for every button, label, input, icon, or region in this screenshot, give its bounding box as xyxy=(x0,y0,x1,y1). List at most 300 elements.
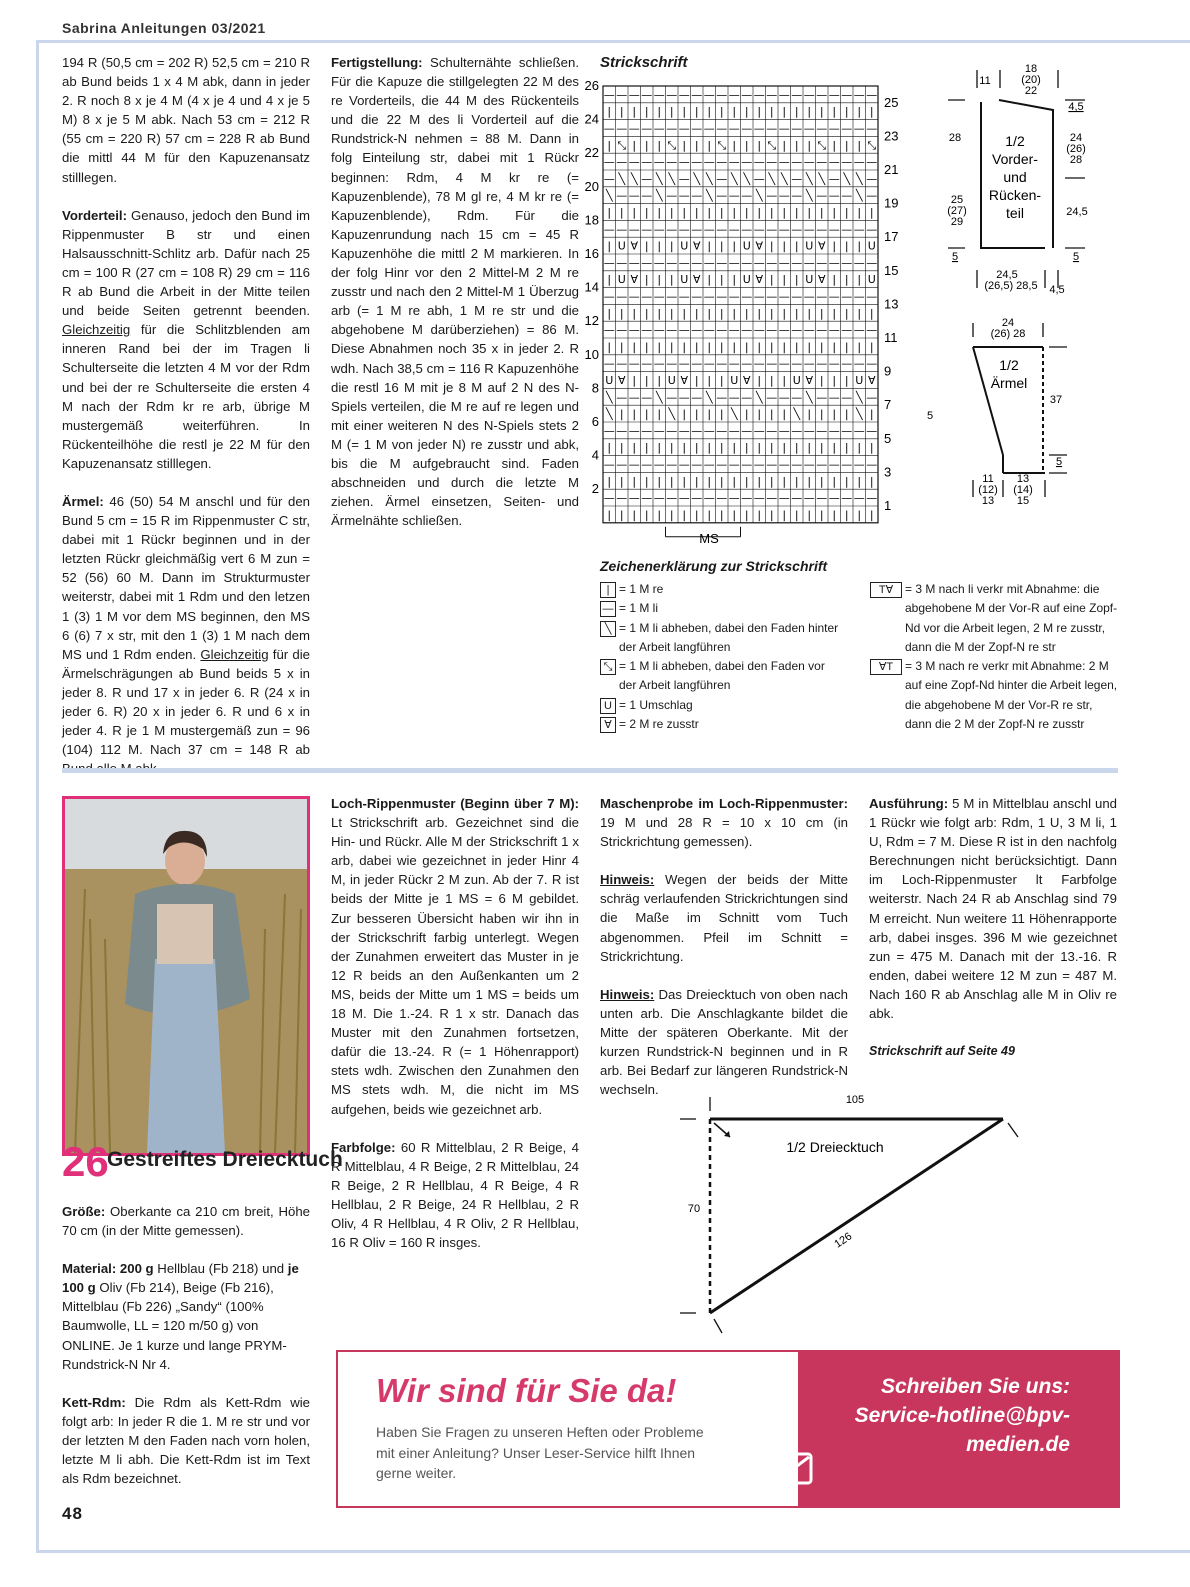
magazine-header: Sabrina Anleitungen 03/2021 xyxy=(62,20,266,36)
chart-cell: | xyxy=(844,105,849,119)
chart-cell: ╲ xyxy=(655,172,663,186)
chart-cell: | xyxy=(769,374,774,387)
chart-cell: | xyxy=(707,239,712,253)
chart-cell: | xyxy=(707,306,712,320)
chart-cell: — xyxy=(866,222,878,236)
chart-cell: — xyxy=(853,424,865,438)
dim-label: 25 xyxy=(950,194,964,206)
service-email-link[interactable]: Service-hotline@bpv- xyxy=(854,1404,1070,1427)
chart-cell: — xyxy=(853,256,865,270)
chart-cell: — xyxy=(728,122,740,135)
chart-cell: U xyxy=(680,239,689,253)
chart-cell: U xyxy=(792,374,801,387)
chart-cell: | xyxy=(644,374,649,387)
chart-cell: — xyxy=(753,172,765,186)
chart-cell: ╲ xyxy=(655,189,663,203)
chart-cell: — xyxy=(828,491,840,505)
chart-cell: | xyxy=(669,273,674,287)
chart-cell: — xyxy=(791,491,803,505)
chart-cell: — xyxy=(791,122,803,135)
chart-cell: — xyxy=(866,155,878,169)
chart-cell: — xyxy=(728,290,740,303)
dim-label: 126 xyxy=(832,1230,855,1251)
photo-illustration xyxy=(65,799,307,1153)
chart-cell: — xyxy=(741,491,753,505)
chart-cell: | xyxy=(807,105,812,119)
chart-cell: — xyxy=(728,357,740,371)
chart-cell: | xyxy=(657,407,662,421)
chart-cell: | xyxy=(657,273,662,287)
chart-cell: — xyxy=(628,122,640,135)
chart-cell: — xyxy=(841,491,853,505)
chart-cell: | xyxy=(869,105,874,119)
service-contact: Schreiben Sie uns: Service-hotline@bpv- medien.de xyxy=(854,1375,1070,1456)
dim-label: 29 xyxy=(950,216,964,228)
chart-cell: ⤡ xyxy=(667,138,677,152)
chart-cell: | xyxy=(857,441,862,455)
chart-cell: — xyxy=(653,323,665,337)
label: Vorderteil: xyxy=(62,207,127,223)
chart-cell: — xyxy=(678,458,690,471)
chart-cell: | xyxy=(769,474,774,488)
chart-cell: — xyxy=(866,290,878,303)
column-1-bottom xyxy=(62,1202,310,1507)
chart-cell: ∀ xyxy=(742,374,751,387)
chart-cell: | xyxy=(694,508,699,522)
chart-cell: — xyxy=(841,88,853,102)
chart-cell: — xyxy=(703,155,715,169)
chart-cell: | xyxy=(619,105,624,119)
chart-cell: — xyxy=(728,155,740,169)
chart-cell: — xyxy=(678,323,690,337)
chart-cell: — xyxy=(753,88,765,102)
dim-label: 22 xyxy=(1024,85,1038,97)
chart-cell: — xyxy=(866,88,878,102)
chart-cell: — xyxy=(653,155,665,169)
chart-cell: — xyxy=(691,222,703,236)
chart-cell: | xyxy=(644,306,649,320)
chart-cell: — xyxy=(841,458,853,471)
chart-cell: — xyxy=(678,357,690,371)
paragraph-farbfolge: Farbfolge: 60 R Mittelblau, 2 R Beige, 4 R Mittelblau, 4 R Beige, 2 R Mittelblau, 24 R Beige, 2 R Hellblau, 4 R Beige, 4 R Hellblau, 2 R Beige, 24 R Hellblau, 2 R Oliv, 4 R Hellblau, 4 R Oliv, 2 R Hellblau, 16 R Oliv = 160 R insges. xyxy=(331,1139,579,1251)
chart-cell: ╲ xyxy=(730,172,738,186)
chart-cell: ╲ xyxy=(618,172,626,186)
chart-cell: — xyxy=(653,491,665,505)
chart-cell: | xyxy=(644,105,649,119)
chart-cell: — xyxy=(666,357,678,371)
dim-label: 28 xyxy=(948,132,962,144)
chart-cell: — xyxy=(853,88,865,102)
chart-cell: — xyxy=(691,390,703,404)
chart-reference: Strickschrift auf Seite 49 xyxy=(869,1044,1015,1059)
chart-cell: — xyxy=(678,155,690,169)
chart-cell: — xyxy=(628,256,640,270)
chart-cell: ╲ xyxy=(705,390,713,404)
chart-cell: — xyxy=(828,323,840,337)
chart-cell: | xyxy=(732,206,737,219)
chart-cell: | xyxy=(757,441,762,455)
chart-cell: | xyxy=(644,407,649,421)
chart-cell: — xyxy=(691,122,703,135)
chart-cell: — xyxy=(666,424,678,438)
svg-text:teil: teil xyxy=(1006,205,1024,221)
chart-cell: | xyxy=(644,340,649,354)
chart-cell: — xyxy=(703,88,715,102)
row-label: 21 xyxy=(884,162,899,177)
chart-cell: | xyxy=(782,306,787,320)
dim-label: 4,5 xyxy=(1068,101,1084,113)
chart-cell: U xyxy=(605,374,614,387)
chart-cell: | xyxy=(819,306,824,320)
chart-cell: — xyxy=(716,290,728,303)
chart-cell: | xyxy=(682,306,687,320)
chart-cell: | xyxy=(794,273,799,287)
chart-cell: — xyxy=(628,155,640,169)
paragraph-ausfuehrung: Ausführung: 5 M in Mittelblau anschl und 1 Rückr wie folgt arb: Rdm, 1 U, 3 M li, 1 U, Rdm = 7 M. Diese R ist in den nachfolg Berechnungen nicht berücksichtigt. Dann im Loch-Rippenmuster lt Farbfolge weiterstr. Nach 24 R ab Anschlag sind 79 M erreicht. Nun weitere 11 Höhenrapporte arb, dabei insges. 396 M wie gezeichnet zun = 475 M. Danach mit der 13.-16. R enden, dabei weitere 12 M zun = 487 M. Nach 160 R ab Anschlag alle M in Oliv re abk. xyxy=(869,796,1118,1022)
row-label: 19 xyxy=(884,195,899,211)
chart-cell: — xyxy=(728,390,740,404)
chart-cell: — xyxy=(828,290,840,303)
chart-cell: | xyxy=(794,239,799,253)
chart-cell: — xyxy=(816,390,828,404)
chart-cell: | xyxy=(832,508,837,522)
chart-cell: | xyxy=(732,474,737,488)
chart-cell: — xyxy=(741,256,753,270)
chart-cell: — xyxy=(641,222,653,236)
chart-cell: | xyxy=(632,138,637,152)
yarn-over-symbol-icon: U xyxy=(600,698,616,714)
chart-cell: ╲ xyxy=(805,189,813,203)
chart-cell: — xyxy=(616,390,628,404)
chart-cell: — xyxy=(666,323,678,337)
chart-cell: ∀ xyxy=(692,273,701,287)
paragraph-groesse: Größe: Oberkante ca 210 cm breit, Höhe 70 cm (in der Mitte gemessen). xyxy=(62,1204,310,1239)
chart-cell: — xyxy=(741,189,753,203)
chart-cell: — xyxy=(641,172,653,186)
chart-cell: — xyxy=(791,390,803,404)
chart-cell: — xyxy=(616,458,628,471)
chart-cell: — xyxy=(678,122,690,135)
chart-cell: | xyxy=(744,508,749,522)
chart-cell: — xyxy=(841,390,853,404)
chart-cell: U xyxy=(617,273,626,287)
k2tog-symbol-icon: ∀ xyxy=(600,717,616,733)
chart-cell: | xyxy=(844,306,849,320)
dim-label: 13 xyxy=(1016,473,1030,485)
chart-cell: | xyxy=(694,138,699,152)
chart-cell: — xyxy=(753,122,765,135)
chart-cell: U xyxy=(855,374,864,387)
chart-cell: | xyxy=(757,340,762,354)
chart-cell: ∀ xyxy=(867,374,876,387)
chart-cell: — xyxy=(778,122,790,135)
chart-cell: | xyxy=(857,105,862,119)
chart-cell: | xyxy=(782,508,787,522)
chart-cell: | xyxy=(657,239,662,253)
row-label: 24 xyxy=(584,111,599,127)
chart-cell: — xyxy=(853,357,865,371)
chart-cell: — xyxy=(778,424,790,438)
chart-cell: | xyxy=(682,206,687,219)
chart-cell: | xyxy=(607,340,612,354)
chart-cell: | xyxy=(644,206,649,219)
chart-cell: — xyxy=(678,88,690,102)
chart-cell: | xyxy=(857,239,862,253)
chart-cell: — xyxy=(803,155,815,169)
chart-cell: — xyxy=(603,424,615,438)
chart-cell: — xyxy=(778,222,790,236)
chart-cell: — xyxy=(816,88,828,102)
chart-cell: | xyxy=(744,340,749,354)
chart-cell: — xyxy=(803,491,815,505)
dim-label: (26) 28 xyxy=(990,328,1026,340)
chart-cell: — xyxy=(716,155,728,169)
slip-back-symbol-icon: ╲ xyxy=(600,621,616,637)
chart-cell: — xyxy=(828,122,840,135)
chart-cell: — xyxy=(816,290,828,303)
chart-cell: | xyxy=(682,508,687,522)
dim-label: 13 xyxy=(981,495,995,507)
chart-cell: ╲ xyxy=(755,390,763,404)
chart-cell: ╲ xyxy=(705,189,713,203)
chart-cell: | xyxy=(769,508,774,522)
chart-cell: — xyxy=(641,424,653,438)
chart-cell: | xyxy=(857,306,862,320)
chart-cell: — xyxy=(603,290,615,303)
chart-title: Strickschrift xyxy=(600,54,688,71)
chart-cell: — xyxy=(666,189,678,203)
chart-cell: | xyxy=(619,474,624,488)
chart-cell: — xyxy=(678,189,690,203)
chart-cell: | xyxy=(844,474,849,488)
paragraph: 194 R (50,5 cm = 202 R) 52,5 cm = 210 R ab Bund beids 1 x 4 M abk, dann in jeder 2. R noch 8 x je 4 M (4 x je 4 und 4 x je 5 M) 8 x je 5 M abk. Nach 53 cm = 212 R (55 cm = 220 R) 57 cm = 228 R ab Bund die mittl 44 M für den Kapuzenansatz stilllegen. xyxy=(62,55,310,185)
chart-cell: | xyxy=(732,306,737,320)
legend-item: ⤡ = 1 M li abheben, dabei den Faden vor der Arbeit langführen xyxy=(600,657,845,696)
chart-cell: | xyxy=(769,239,774,253)
chart-cell: | xyxy=(694,306,699,320)
chart-cell: ╲ xyxy=(855,390,863,404)
chart-cell: — xyxy=(841,323,853,337)
chart-cell: | xyxy=(757,474,762,488)
chart-cell: — xyxy=(766,122,778,135)
chart-cell: — xyxy=(603,491,615,505)
chart-cell: | xyxy=(819,374,824,387)
chart-cell: | xyxy=(844,508,849,522)
chart-cell: | xyxy=(732,273,737,287)
chart-cell: — xyxy=(616,357,628,371)
chart-cell: — xyxy=(803,458,815,471)
chart-cell: — xyxy=(728,189,740,203)
chart-cell: ╲ xyxy=(743,172,751,186)
chart-cell: | xyxy=(819,508,824,522)
chart-cell: — xyxy=(616,491,628,505)
paragraph-vorderteil xyxy=(62,206,310,473)
chart-cell: | xyxy=(844,441,849,455)
chart-cell: | xyxy=(794,306,799,320)
chart-cell: | xyxy=(644,273,649,287)
chart-cell: | xyxy=(757,306,762,320)
chart-cell: — xyxy=(741,88,753,102)
chart-cell: | xyxy=(619,340,624,354)
chart-cell: | xyxy=(657,340,662,354)
chart-cell: — xyxy=(791,256,803,270)
chart-cell: — xyxy=(766,222,778,236)
chart-cell: — xyxy=(728,458,740,471)
chart-cell: — xyxy=(816,424,828,438)
svg-text:Rücken-: Rücken- xyxy=(988,187,1042,203)
chart-cell: — xyxy=(791,222,803,236)
chart-cell: | xyxy=(832,340,837,354)
chart-cell: | xyxy=(757,206,762,219)
dim-label: 105 xyxy=(845,1094,865,1106)
chart-cell: | xyxy=(857,508,862,522)
chart-cell: — xyxy=(841,222,853,236)
chart-cell: | xyxy=(657,474,662,488)
chart-cell: — xyxy=(778,290,790,303)
chart-cell: — xyxy=(828,189,840,203)
chart-cell: — xyxy=(841,122,853,135)
chart-cell: ╲ xyxy=(793,407,801,421)
chart-cell: | xyxy=(682,474,687,488)
chart-cell: | xyxy=(644,441,649,455)
chart-cell: — xyxy=(778,189,790,203)
chart-cell: — xyxy=(816,256,828,270)
column-3-bottom xyxy=(600,794,848,1118)
chart-cell: | xyxy=(769,105,774,119)
dim-label: 37 xyxy=(1049,394,1063,406)
page-number: 48 xyxy=(62,1504,83,1523)
chart-cell: | xyxy=(857,138,862,152)
chart-cell: — xyxy=(841,424,853,438)
chart-cell: ╲ xyxy=(855,189,863,203)
chart-cell: — xyxy=(616,323,628,337)
chart-cell: — xyxy=(703,222,715,236)
chart-cell: | xyxy=(657,206,662,219)
chart-cell: — xyxy=(716,222,728,236)
chart-cell: | xyxy=(719,239,724,253)
chart-cell: | xyxy=(832,407,837,421)
chart-cell: | xyxy=(707,407,712,421)
chart-cell: | xyxy=(657,508,662,522)
chart-cell: | xyxy=(694,206,699,219)
chart-cell: | xyxy=(669,306,674,320)
chart-cell: | xyxy=(682,138,687,152)
chart-cell: — xyxy=(716,88,728,102)
chart-cell: | xyxy=(869,306,874,320)
chart-cell: — xyxy=(653,290,665,303)
text: 46 (50) 54 M anschl und für den Bund 5 cm = 15 R im Rippenmuster C str, dabei mit 1 Rückr beginnen und in der letzten Rückr gleichmäßig vert 6 M zun = 52 (56) 60 M. Dann im Strukturmuster weiterstr, dabei mit 1 Rdm und den letzen 1 (3) 1 M vor dem MS beginnen, den MS 6 (6) 7 x str, mit den 1 (3) 1 M nach dem MS und 1 Rdm enden. xyxy=(62,493,311,662)
chart-cell: — xyxy=(866,172,878,186)
chart-cell: | xyxy=(782,374,787,387)
chart-cell: | xyxy=(682,105,687,119)
chart-cell: | xyxy=(832,138,837,152)
chart-cell: | xyxy=(644,239,649,253)
chart-cell: — xyxy=(866,189,878,203)
chart-cell: ╲ xyxy=(693,172,701,186)
chart-cell: — xyxy=(766,424,778,438)
chart-cell: — xyxy=(616,256,628,270)
chart-cell: | xyxy=(632,407,637,421)
chart-cell: | xyxy=(744,138,749,152)
chart-cell: ╲ xyxy=(805,172,813,186)
row-label: 15 xyxy=(884,262,899,278)
chart-cell: | xyxy=(619,441,624,455)
legend-title: Zeichenerklärung zur Strickschrift xyxy=(600,558,828,574)
chart-cell: | xyxy=(669,239,674,253)
row-label: 6 xyxy=(591,414,599,429)
dim-label: 11 xyxy=(979,75,991,87)
chart-cell: | xyxy=(832,441,837,455)
chart-cell: — xyxy=(641,458,653,471)
chart-cell: — xyxy=(603,172,615,186)
chart-cell: ╲ xyxy=(668,407,676,421)
chart-cell: — xyxy=(853,222,865,236)
chart-cell: | xyxy=(632,105,637,119)
chart-cell: | xyxy=(794,105,799,119)
chart-cell: | xyxy=(869,508,874,522)
chart-cell: | xyxy=(782,138,787,152)
chart-cell: — xyxy=(603,256,615,270)
chart-cell: — xyxy=(678,424,690,438)
chart-cell: — xyxy=(641,357,653,371)
chart-cell: — xyxy=(678,290,690,303)
chart-cell: | xyxy=(619,206,624,219)
chart-cell: — xyxy=(766,88,778,102)
dim-label: 15 xyxy=(1016,495,1030,507)
chart-cell: — xyxy=(666,155,678,169)
text: Genauso, jedoch den Bund im Rippenmuster B str und einen Halsausschnitt-Schlitz arb. Dafür nach 25 cm = 100 R (27 cm = 108 R) 29 cm = 116 R ab Bund die Arbeit in der Mitte teilen und beide Seiten getrennt beenden. xyxy=(62,207,311,319)
chart-cell: | xyxy=(732,138,737,152)
chart-cell: | xyxy=(869,474,874,488)
chart-cell: — xyxy=(841,189,853,203)
chart-cell: | xyxy=(657,105,662,119)
paragraph-material: Material: 200 g Hellblau (Fb 218) und je 100 g Oliv (Fb 214), Beige (Fb 216), Mittelblau (Fb 226) „Sandy“ (100% Baumwolle, LL = 120 m/50 g) von ONLINE. Je 1 kurze und lange PRYM-Rundstrick-N Nr 4. xyxy=(62,1261,299,1372)
chart-cell: — xyxy=(716,189,728,203)
svg-text:Vorder-: Vorder- xyxy=(992,151,1038,167)
chart-cell: — xyxy=(653,122,665,135)
chart-cell: — xyxy=(616,424,628,438)
chart-cell: — xyxy=(841,256,853,270)
chart-cell: — xyxy=(703,256,715,270)
chart-cell: — xyxy=(641,290,653,303)
chart-cell: | xyxy=(819,441,824,455)
chart-cell: U xyxy=(742,239,751,253)
chart-cell: — xyxy=(803,222,815,236)
chart-cell: | xyxy=(757,407,762,421)
chart-cell: — xyxy=(828,222,840,236)
chart-cell: | xyxy=(669,441,674,455)
chart-cell: — xyxy=(716,172,728,186)
chart-cell: — xyxy=(741,222,753,236)
chart-cell: ∀ xyxy=(630,273,639,287)
chart-cell: ∀ xyxy=(755,239,764,253)
chart-cell: ∀ xyxy=(692,239,701,253)
chart-cell: — xyxy=(791,424,803,438)
chart-cell: | xyxy=(644,508,649,522)
chart-cell: — xyxy=(628,390,640,404)
chart-cell: | xyxy=(794,508,799,522)
chart-cell: | xyxy=(782,105,787,119)
page-frame-bottom xyxy=(36,1550,1190,1553)
chart-cell: | xyxy=(857,206,862,219)
chart-cell: — xyxy=(641,189,653,203)
chart-cell: — xyxy=(828,155,840,169)
legend-left xyxy=(600,580,845,734)
chart-cell: — xyxy=(678,172,690,186)
chart-cell: — xyxy=(703,458,715,471)
chart-cell: — xyxy=(753,424,765,438)
chart-cell: — xyxy=(866,458,878,471)
